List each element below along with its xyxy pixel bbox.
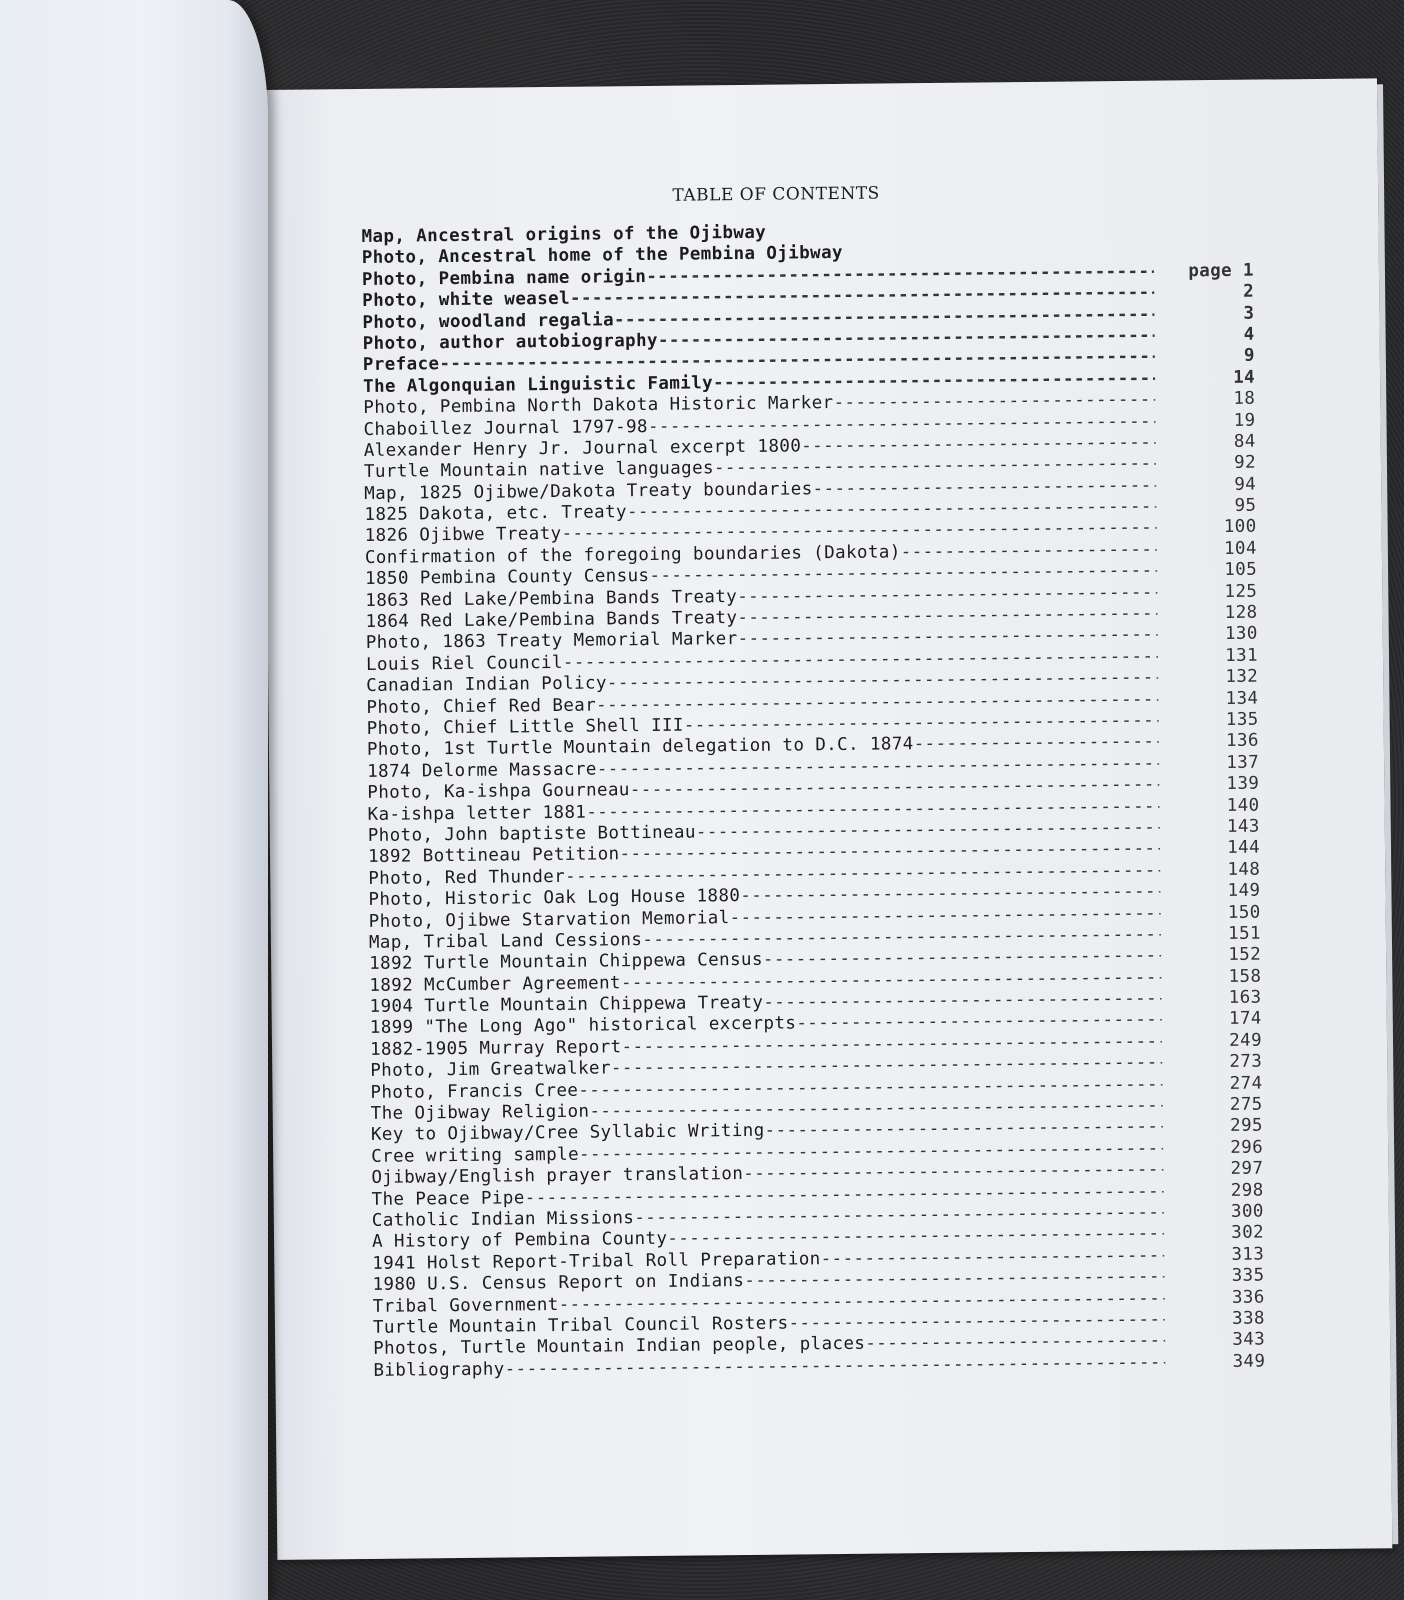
toc-entry-page: 4 <box>1243 324 1255 345</box>
toc-entry-page: 84 <box>1233 431 1256 452</box>
toc-entry-label: 1892 McCumber Agreement <box>369 972 622 996</box>
toc-entry-page: 275 <box>1229 1094 1263 1115</box>
toc-title: TABLE OF CONTENTS <box>672 183 880 206</box>
toc-entry-label: 1941 Holst Report-Tribal Roll Preparation <box>372 1248 821 1274</box>
toc-entry-page: 134 <box>1225 688 1259 709</box>
toc-entry-label: Ka-ishpa letter 1881 <box>367 802 587 825</box>
toc-entry-page: 9 <box>1243 345 1255 367</box>
toc-entry-label: Tribal Government <box>372 1294 559 1317</box>
toc-entry-page: 274 <box>1229 1073 1263 1094</box>
toc-entry-page: 149 <box>1227 880 1261 902</box>
toc-entry-page: 174 <box>1228 1009 1262 1030</box>
left-page <box>0 0 268 1600</box>
toc-entry-label: Bibliography <box>373 1359 505 1381</box>
toc-entry-page: 2 <box>1243 281 1255 302</box>
toc-entry-label: Preface <box>362 354 440 376</box>
toc-entry-page: 136 <box>1225 730 1259 752</box>
toc-entry-label: Chaboillez Journal 1797-98 <box>363 416 648 440</box>
toc-entry-page: 14 <box>1233 367 1256 388</box>
toc-entry-label: Photo, Pembina name origin <box>361 266 647 290</box>
toc-entry-label: 1826 Ojibwe Treaty <box>364 524 562 547</box>
toc-entry-label: Photo, author autobiography <box>362 330 659 354</box>
toc-entry-label: Turtle Mountain Tribal Council Rosters <box>372 1313 789 1338</box>
toc-entry-page: 3 <box>1243 303 1255 324</box>
toc-entry-label: Photo, Pembina North Dakota Historic Marker <box>363 393 834 419</box>
toc-entry-page: 139 <box>1226 773 1260 795</box>
toc-entry-page: 125 <box>1224 581 1258 602</box>
toc-entry-label: 1899 "The Long Ago" historical excerpts <box>369 1013 797 1039</box>
toc-entry-label: Photo, John baptiste Bottineau <box>367 822 696 846</box>
toc-entry-label: 1874 Delorme Massacre <box>367 759 597 782</box>
toc-entry-page: 135 <box>1225 709 1259 730</box>
toc-entry-page: page 1 <box>1188 260 1255 282</box>
toc-entry-label: Photo, Francis Cree <box>370 1080 579 1103</box>
toc-entry-page: 297 <box>1230 1158 1264 1180</box>
toc-entry-label: 1825 Dakota, etc. Treaty <box>364 502 628 526</box>
toc-entry-label: The Algonquian Linguistic Family <box>363 373 714 397</box>
toc-entry-page <box>1154 254 1262 255</box>
toc-entry-page: 92 <box>1233 452 1257 474</box>
toc-leader-dashes <box>914 732 1159 756</box>
toc-entry-page: 163 <box>1228 987 1262 1008</box>
toc-entry-label: Cree writing sample <box>371 1144 580 1167</box>
page-edge <box>1377 84 1398 1544</box>
toc-entry-label: Photo, Ancestral home of the Pembina Ojibway <box>361 243 844 269</box>
toc-entry-page: 137 <box>1226 752 1260 773</box>
toc-entry-page: 150 <box>1227 902 1261 923</box>
toc-entry-page: 335 <box>1231 1265 1265 1287</box>
toc-entry-page: 140 <box>1226 795 1260 816</box>
toc-entry-page: 19 <box>1233 410 1256 431</box>
toc-entry-page: 338 <box>1232 1308 1266 1329</box>
toc-entry-page: 298 <box>1230 1180 1264 1201</box>
toc-entry-page: 273 <box>1229 1051 1263 1073</box>
toc-entry-label: A History of Pembina County <box>371 1229 668 1253</box>
toc-entry-page: 296 <box>1230 1137 1264 1158</box>
document-page <box>262 78 1392 1560</box>
toc-entry-page: 158 <box>1228 966 1262 987</box>
toc-entry-label: Map, Ancestral origins of the Ojibway <box>361 222 767 247</box>
toc-entry-page: 100 <box>1223 517 1257 538</box>
toc-entry-label: 1980 U.S. Census Report on Indians <box>372 1271 745 1296</box>
toc-entry-page: 336 <box>1231 1287 1265 1308</box>
toc-entry-page: 105 <box>1224 559 1258 581</box>
toc-entry-label: Turtle Mountain native languages <box>363 458 715 483</box>
toc-entry-label: Map, 1825 Ojibwe/Dakota Treaty boundaries <box>364 478 813 504</box>
toc-entry-label: Ojibway/English prayer translation <box>371 1164 744 1189</box>
toc-entry-page: 18 <box>1233 388 1256 409</box>
toc-entry-page: 295 <box>1229 1115 1264 1137</box>
toc-entry-label: Photo, 1863 Treaty Memorial Marker <box>365 629 738 654</box>
toc-leader-dashes <box>901 540 1157 564</box>
toc-entry-label: Confirmation of the foregoing boundaries (Dakota) <box>364 542 901 568</box>
toc-entry-label: Photo, Ka-ishpa Gourneau <box>367 780 630 804</box>
toc-entry-label: 1850 Pembina County Census <box>365 566 650 590</box>
toc-entry-label: Photo, Red Thunder <box>368 866 566 889</box>
toc-entry-page: 151 <box>1227 923 1261 944</box>
toc-entry-label: Alexander Henry Jr. Journal excerpt 1800 <box>363 436 802 461</box>
toc-entry-page: 300 <box>1230 1201 1264 1222</box>
toc-leader-dashes <box>843 255 1154 258</box>
toc-entry-label: 1882-1905 Murray Report <box>369 1037 622 1060</box>
toc-entry-page: 143 <box>1226 816 1260 837</box>
toc-entry-label: Photos, Turtle Mountain Indian people, places <box>373 1334 866 1360</box>
toc-entry-label: 1863 Red Lake/Pembina Bands Treaty <box>365 586 738 611</box>
toc-entry-label: Photo, 1st Turtle Mountain delegation to D.C. 1874 <box>366 734 914 761</box>
toc-entry-label: 1864 Red Lake/Pembina Bands Treaty <box>365 608 738 632</box>
toc-entry-page: 94 <box>1234 474 1257 495</box>
toc-entry-page <box>1154 233 1262 234</box>
toc-entry-label: Catholic Indian Missions <box>371 1208 635 1231</box>
toc-entry-label: Photo, Chief Red Bear <box>366 695 597 718</box>
toc-entry-label: 1892 Bottineau Petition <box>367 844 620 868</box>
toc-entry-page: 131 <box>1225 645 1259 666</box>
toc-entry-label: Photo, woodland regalia <box>362 309 615 333</box>
toc-leader-dashes <box>766 234 1153 238</box>
toc-entry-label: Photo, white weasel <box>362 288 571 312</box>
toc-entry-page: 132 <box>1225 666 1259 688</box>
toc-entry-label: The Peace Pipe <box>371 1187 525 1210</box>
toc-entry-page: 104 <box>1223 538 1257 559</box>
toc-entry-page: 349 <box>1232 1351 1266 1372</box>
toc-entry-label: Louis Riel Council <box>365 652 563 675</box>
toc-entry-page: 144 <box>1227 837 1261 859</box>
toc-entry-label: 1892 Turtle Mountain Chippewa Census <box>369 950 763 975</box>
toc-entry-page: 313 <box>1231 1244 1265 1265</box>
toc-entry-label: 1904 Turtle Mountain Chippewa Treaty <box>369 992 764 1017</box>
toc-list <box>361 218 1273 1382</box>
toc-entry-label: Key to Ojibway/Cree Syllabic Writing <box>370 1121 765 1146</box>
toc-entry-label: Photo, Chief Little Shell III <box>366 715 684 739</box>
toc-entry-page: 130 <box>1224 624 1258 645</box>
toc-entry-label: Photo, Jim Greatwalker <box>370 1058 611 1082</box>
table-of-contents <box>361 180 1273 1382</box>
toc-entry-page: 249 <box>1229 1030 1263 1051</box>
toc-entry-page: 128 <box>1224 602 1258 623</box>
toc-entry-label: Canadian Indian Policy <box>366 673 607 697</box>
toc-entry-label: Photo, Historic Oak Log House 1880 <box>368 886 741 911</box>
toc-entry-label: The Ojibway Religion <box>370 1101 590 1124</box>
toc-entry-page: 302 <box>1231 1222 1265 1244</box>
toc-entry-page: 343 <box>1232 1329 1266 1351</box>
toc-entry-page: 152 <box>1228 944 1262 966</box>
toc-entry-page: 148 <box>1227 859 1261 880</box>
toc-entry-label: Map, Tribal Land Cessions <box>368 929 643 953</box>
toc-entry-page: 95 <box>1234 495 1257 516</box>
toc-entry-label: Photo, Ojibwe Starvation Memorial <box>368 907 730 932</box>
